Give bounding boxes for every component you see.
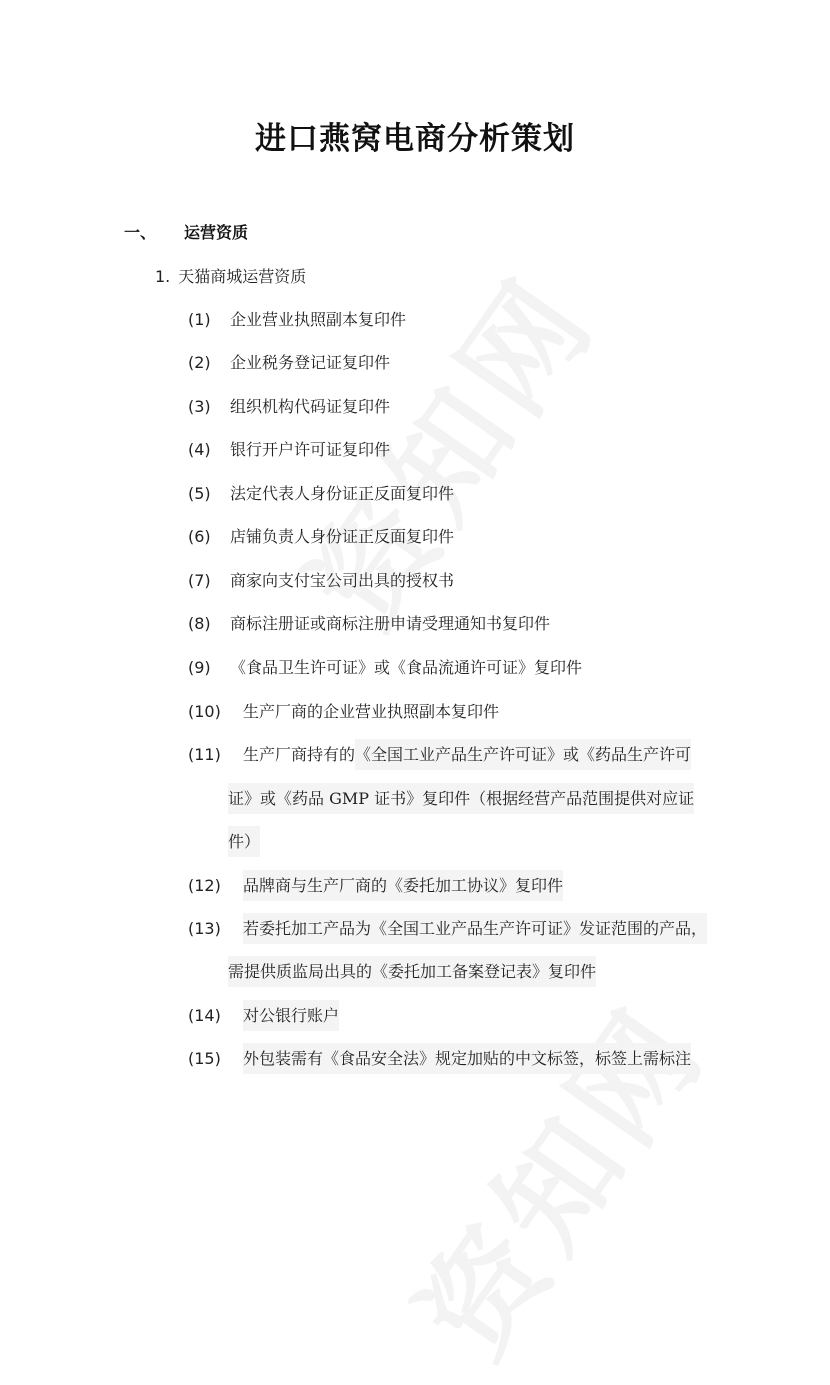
list-item [188, 1048, 691, 1070]
item-text: 企业税务登记证复印件 [230, 353, 391, 372]
item-number: (4) [188, 440, 211, 459]
item-number: (2) [188, 353, 211, 372]
item-text: 若委托加工产品为《全国工业产品生产许可证》发证范围的产品， [243, 913, 707, 944]
list-item [188, 483, 454, 505]
item-text: 生产厂商持有的 [243, 745, 356, 764]
list-item [188, 657, 582, 679]
list-item [188, 570, 454, 592]
item-text: 企业营业执照副本复印件 [230, 310, 407, 329]
item-text: 组织机构代码证复印件 [230, 397, 391, 416]
list-item [188, 352, 390, 374]
item-number: (1) [188, 310, 211, 329]
item-text: 件） [228, 826, 260, 857]
list-item [188, 613, 550, 635]
subsection-label: 天猫商城运营资质 [178, 267, 307, 286]
list-item-continuation [228, 961, 596, 983]
list-item [188, 1005, 339, 1027]
subsection-number: 1. [155, 267, 171, 286]
list-item [188, 701, 499, 723]
item-number: (12) [188, 876, 221, 895]
item-text: 品牌商与生产厂商的《委托加工协议》复印件 [243, 870, 563, 901]
list-item [188, 875, 563, 897]
item-number: (11) [188, 745, 221, 764]
section-label: 运营资质 [184, 223, 249, 242]
item-text: 商标注册证或商标注册申请受理通知书复印件 [230, 614, 551, 633]
subsection-heading [155, 264, 306, 287]
item-number: (13) [188, 919, 221, 938]
item-number: (10) [188, 702, 221, 721]
item-text: 法定代表人身份证正反面复印件 [230, 484, 455, 503]
item-text: 证》或《药品 GMP 证书》复印件（根据经营产品范围提供对应证 [228, 783, 694, 814]
list-item [188, 396, 390, 418]
item-number: (8) [188, 614, 211, 633]
list-item [188, 526, 454, 548]
item-number: (15) [188, 1049, 221, 1068]
item-text: 《食品卫生许可证》或《食品流通许可证》复印件 [230, 658, 583, 677]
item-number: (7) [188, 571, 211, 590]
section-heading [124, 220, 248, 243]
watermark [373, 967, 738, 1385]
list-item [188, 309, 406, 331]
document-title: 进口燕窝电商分析策划 [255, 121, 575, 157]
item-text: 银行开户许可证复印件 [230, 440, 391, 459]
item-text: 店铺负责人身份证正反面复印件 [230, 527, 455, 546]
list-item-continuation [228, 831, 260, 853]
item-number: (3) [188, 397, 211, 416]
item-text: 生产厂商的企业营业执照副本复印件 [243, 702, 500, 721]
item-text: 对公银行账户 [243, 1000, 339, 1031]
list-item [188, 918, 707, 940]
list-item [188, 439, 390, 461]
list-item [188, 744, 691, 766]
item-text: 外包装需有《食品安全法》规定加贴的中文标签，标签上需标注 [243, 1043, 691, 1074]
item-text: 商家向支付宝公司出具的授权书 [230, 571, 455, 590]
list-item-continuation [228, 788, 694, 810]
item-text: 需提供质监局出具的《委托加工备案登记表》复印件 [228, 956, 596, 987]
section-number: 一、 [124, 223, 157, 242]
item-number: (6) [188, 527, 211, 546]
item-text-highlighted: 《全国工业产品生产许可证》或《药品生产许可 [355, 739, 691, 770]
item-number: (5) [188, 484, 211, 503]
item-number: (9) [188, 658, 211, 677]
item-number: (14) [188, 1006, 221, 1025]
